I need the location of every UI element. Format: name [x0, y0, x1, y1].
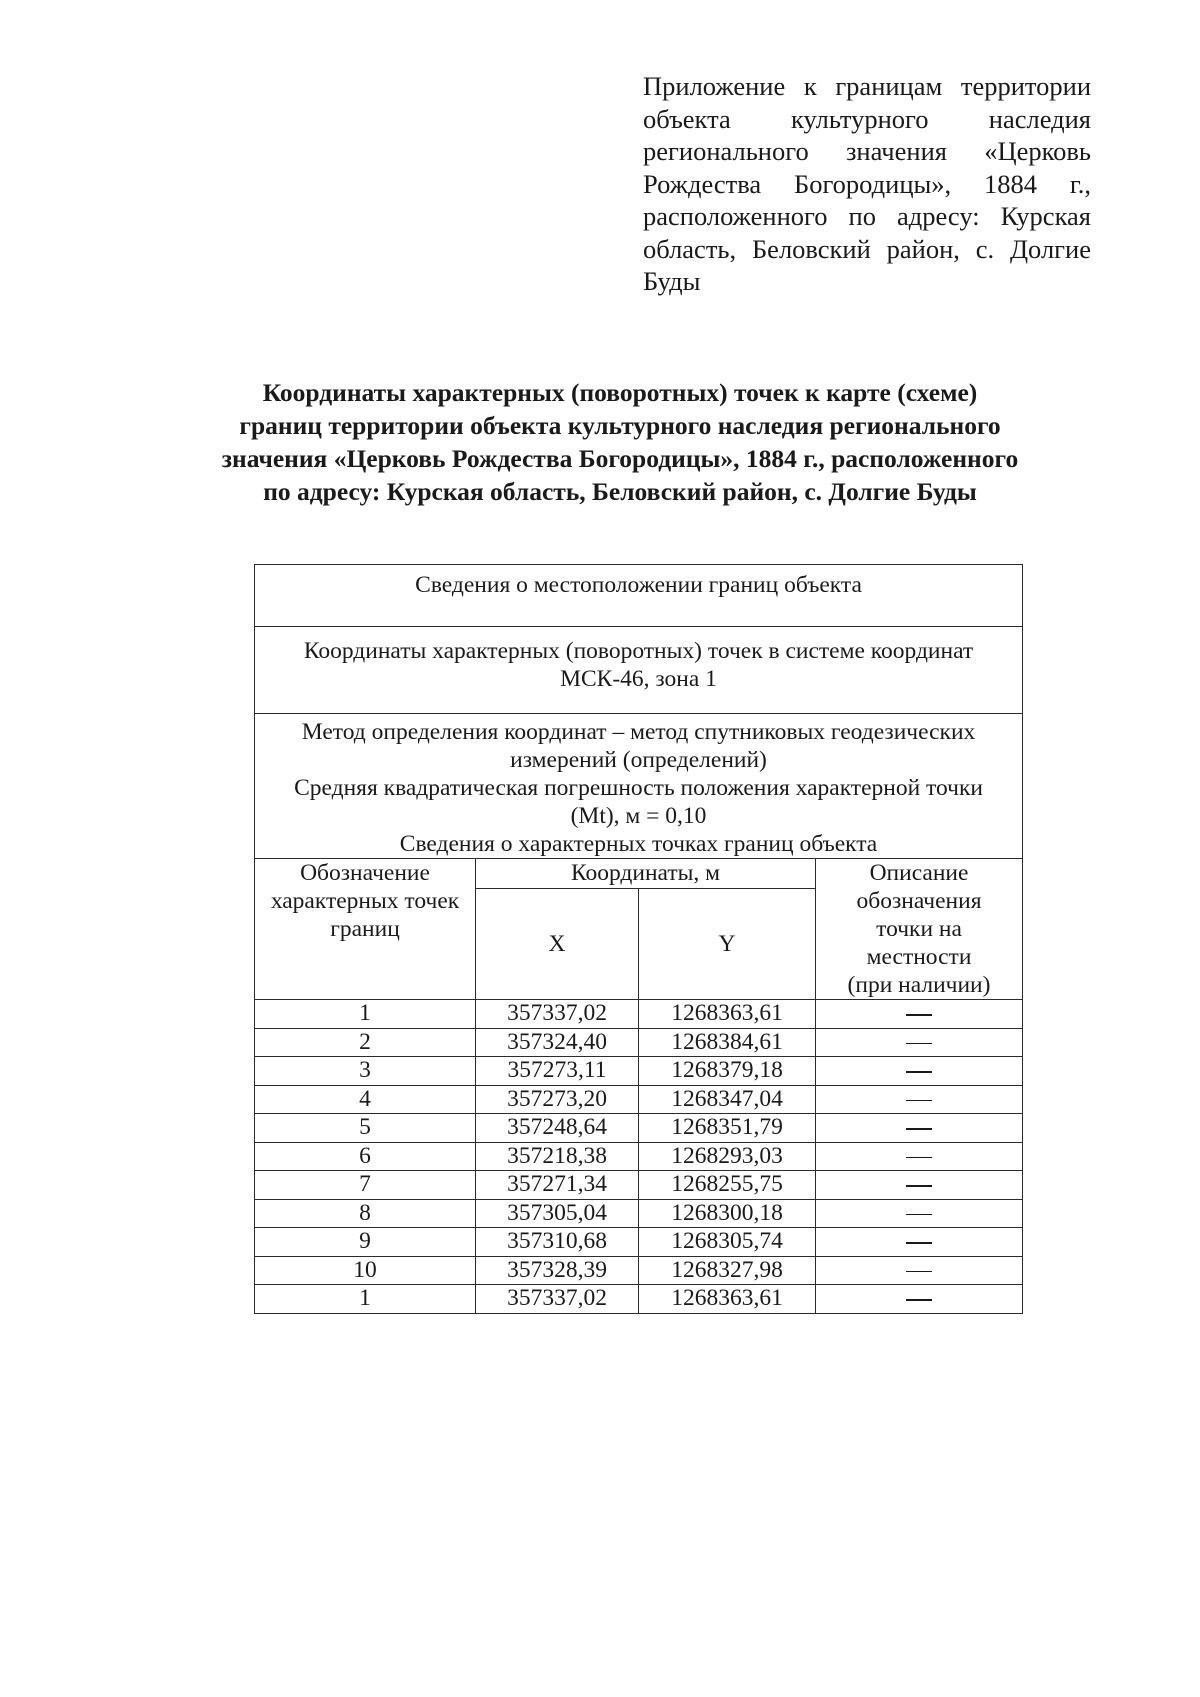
title-line: по адресу: Курская область, Беловский район, с. Долгие Буды [263, 477, 977, 506]
boundary-info-heading: Сведения о местоположении границ объекта [255, 565, 1023, 627]
cell-y: 1268351,79 [639, 1114, 816, 1143]
cell-y: 1268293,03 [639, 1142, 816, 1171]
table-row [255, 1228, 1023, 1257]
table-row [255, 1285, 1023, 1314]
cell-description [816, 1228, 1023, 1257]
dash-mark [906, 1100, 932, 1102]
cell-y: 1268327,98 [639, 1256, 816, 1285]
cell-y: 1268379,18 [639, 1057, 816, 1086]
title-line: значения «Церковь Рождества Богородицы», 1884 г., расположенного [221, 444, 1019, 473]
cell-point: 1 [255, 1000, 476, 1029]
table-row [255, 1000, 1023, 1029]
title-line: границ территории объекта культурного наследия регионального [239, 411, 1001, 440]
appendix-note: Приложение к границам территории объекта культурного наследия регионального значения «Церковь Рождества Богородицы», 1884 г., расположенного по адресу: Курская область, Беловский район, с. Долгие Буды [643, 71, 1091, 296]
method-info: Метод определения координат – метод спутниковых геодезических измерений (определений) Средняя квадратическая погрешность положения характерной точки (Mt), м = 0,10 Сведения о характерных точках границ объекта [255, 714, 1023, 859]
coordinates-table [254, 564, 1023, 1314]
cell-point: 1 [255, 1285, 476, 1314]
dash-mark [906, 1128, 932, 1130]
dash-mark [906, 1157, 932, 1159]
cell-point: 4 [255, 1085, 476, 1114]
cell-description [816, 1085, 1023, 1114]
dash-mark [906, 1185, 932, 1187]
dash-mark [906, 1071, 932, 1073]
cell-description [816, 1285, 1023, 1314]
header-x: X [476, 889, 639, 1000]
cell-y: 1268300,18 [639, 1199, 816, 1228]
cell-x: 357305,04 [476, 1199, 639, 1228]
cell-x: 357218,38 [476, 1142, 639, 1171]
cell-y: 1268384,61 [639, 1028, 816, 1057]
cell-point: 3 [255, 1057, 476, 1086]
dash-mark [906, 1271, 932, 1273]
title-line: Координаты характерных (поворотных) точек к карте (схеме) [262, 378, 978, 407]
table-row [255, 1199, 1023, 1228]
cell-description [816, 1142, 1023, 1171]
cell-x: 357337,02 [476, 1000, 639, 1029]
coordinate-system-info: Координаты характерных (поворотных) точек в системе координат МСК-46, зона 1 [255, 627, 1023, 714]
cell-description [816, 1028, 1023, 1057]
cell-x: 357273,11 [476, 1057, 639, 1086]
table-row [255, 1114, 1023, 1143]
cell-point: 10 [255, 1256, 476, 1285]
cell-y: 1268363,61 [639, 1000, 816, 1029]
dash-mark [906, 1242, 932, 1244]
cell-x: 357324,40 [476, 1028, 639, 1057]
cell-point: 8 [255, 1199, 476, 1228]
cell-point: 7 [255, 1171, 476, 1200]
header-coordinates: Координаты, м [476, 859, 816, 889]
dash-mark [906, 1014, 932, 1016]
header-point-designation: Обозначение характерных точек границ [255, 859, 476, 1000]
table-row [255, 1171, 1023, 1200]
dash-mark [906, 1043, 932, 1045]
header-description: Описание обозначения точки на местности (при наличии) [816, 859, 1023, 1000]
document-title [150, 376, 1090, 508]
cell-description [816, 1256, 1023, 1285]
cell-x: 357248,64 [476, 1114, 639, 1143]
table-row [255, 1085, 1023, 1114]
cell-y: 1268347,04 [639, 1085, 816, 1114]
table-row [255, 1256, 1023, 1285]
cell-y: 1268305,74 [639, 1228, 816, 1257]
table-row [255, 1057, 1023, 1086]
cell-point: 2 [255, 1028, 476, 1057]
cell-x: 357310,68 [476, 1228, 639, 1257]
cell-description [816, 1199, 1023, 1228]
cell-description [816, 1057, 1023, 1086]
dash-mark [906, 1299, 932, 1301]
cell-x: 357328,39 [476, 1256, 639, 1285]
cell-point: 5 [255, 1114, 476, 1143]
cell-description [816, 1171, 1023, 1200]
cell-x: 357271,34 [476, 1171, 639, 1200]
header-y: Y [639, 889, 816, 1000]
table-row [255, 1028, 1023, 1057]
cell-y: 1268363,61 [639, 1285, 816, 1314]
dash-mark [906, 1214, 932, 1216]
cell-point: 6 [255, 1142, 476, 1171]
cell-x: 357273,20 [476, 1085, 639, 1114]
cell-y: 1268255,75 [639, 1171, 816, 1200]
cell-description [816, 1000, 1023, 1029]
table-row [255, 1142, 1023, 1171]
cell-description [816, 1114, 1023, 1143]
cell-point: 9 [255, 1228, 476, 1257]
cell-x: 357337,02 [476, 1285, 639, 1314]
